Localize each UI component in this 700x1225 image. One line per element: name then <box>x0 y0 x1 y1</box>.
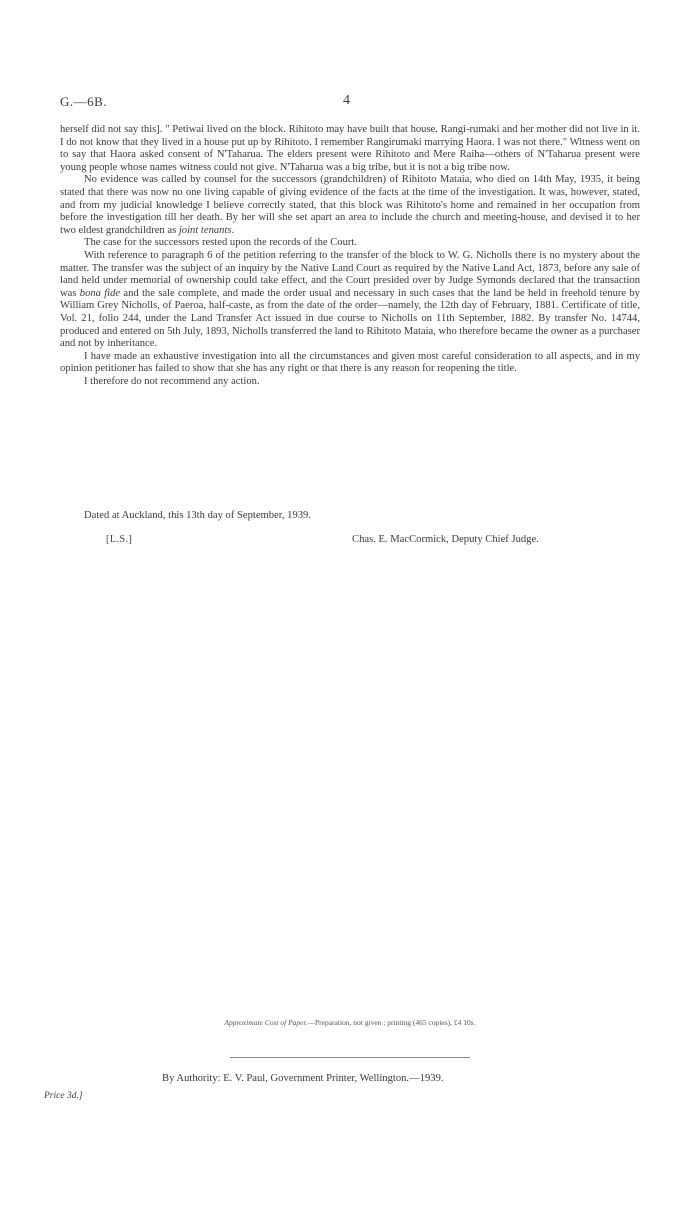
price-label: Price 3d.] <box>44 1091 83 1101</box>
paragraph-1-text: herself did not say this]. " Petiwai lived on the block. Rihitoto may have built that house. Rangi-rumaki and her mother did not live in it. I do not know that they lived in a house put up by Rihitoto. I remember Rangirumaki marrying Haora. I was not there." Witness went on to say that Haora asked consent of N'Taharua. The elders present were Rihitoto and Mere Raiha—others of N'Taharua present were young people whose names witness could not give. N'Taharua was a big tribe, but it is not a big tribe now. <box>60 124 640 173</box>
seal-mark: [L.S.] <box>106 534 133 545</box>
cost-of-paper-note <box>0 1018 700 1027</box>
signature: Chas. E. MacCormick, Deputy Chief Judge. <box>352 534 539 545</box>
printer-authority: By Authority: E. V. Paul, Government Printer, Wellington.—1939. <box>162 1073 444 1084</box>
divider-rule <box>230 1057 470 1058</box>
paragraph-2-italic: joint tenants <box>178 224 232 236</box>
cost-label: Approximate Cost of Paper. <box>224 1018 308 1027</box>
body-text <box>60 124 640 388</box>
paragraph-3: The case for the successors rested upon the records of the Court. <box>84 237 357 249</box>
paragraph-2-text: No evidence was called by counsel for the successors (grandchildren) of Rihitoto Mataia, who died on 14th May, 1935, it being stated that there was now no one living capable of giving evidence of the facts at the time of the investigation. It was, however, stated, and from my judicial knowledge I believe correctly stated, that this block was Rihitoto's home and remained in her occupation from before the investigation till her death. By her will she set apart an area to include the church and meeting-house, and devised it to her two eldest grandchildren as <box>60 174 640 236</box>
paragraph-5: I have made an exhaustive investigation into all the circumstances and given most careful consideration to all aspects, and in my opinion petitioner has failed to show that she has any right or that there is any reason for reopening the title. <box>60 350 640 375</box>
document-reference: G.—6B. <box>60 94 108 109</box>
paragraph-4 <box>60 250 640 351</box>
paragraph-4-end: and the sale complete, and made the order usual and necessary in such cases that the land be held in freehold tenure by William Grey Nicholls, of Paeroa, half-caste, as from the date of the order—namely, the 12th day of February, 1881. Certificate of title, Vol. 21, folio 244, under the Land Transfer Act issued in due course to Nicholls on 11th September, 1882. By transfer No. 14744, produced and entered on 5th July, 1893, Nicholls transferred the land to Rihitoto Mataia, who therefore became the owner as a purchaser and not by inheritance. <box>60 287 641 350</box>
paragraph-4-text: With reference to paragraph 6 of the petition referring to the transfer of the block to W. G. Nicholls there is no mystery about the matter. The transfer was the subject of an inquiry by the Native Land Court as required by the Native Land Act, 1873, before any sale of land held under memorial of ownership could take effect, and the Court presided over by Judge Symonds declared that the transaction was <box>60 249 640 299</box>
page-number: 4 <box>343 93 350 108</box>
dated-line: Dated at Auckland, this 13th day of September, 1939. <box>84 510 311 521</box>
paragraph-1 <box>60 124 640 174</box>
paragraph-2 <box>60 174 640 237</box>
paragraph-6: I therefore do not recommend any action. <box>84 375 260 387</box>
cost-text: —Preparation, not given ; printing (465 copies), £4 10s. <box>307 1018 476 1027</box>
paragraph-4-italic: bona fide <box>79 287 121 299</box>
paragraph-2-end: . <box>231 224 235 236</box>
